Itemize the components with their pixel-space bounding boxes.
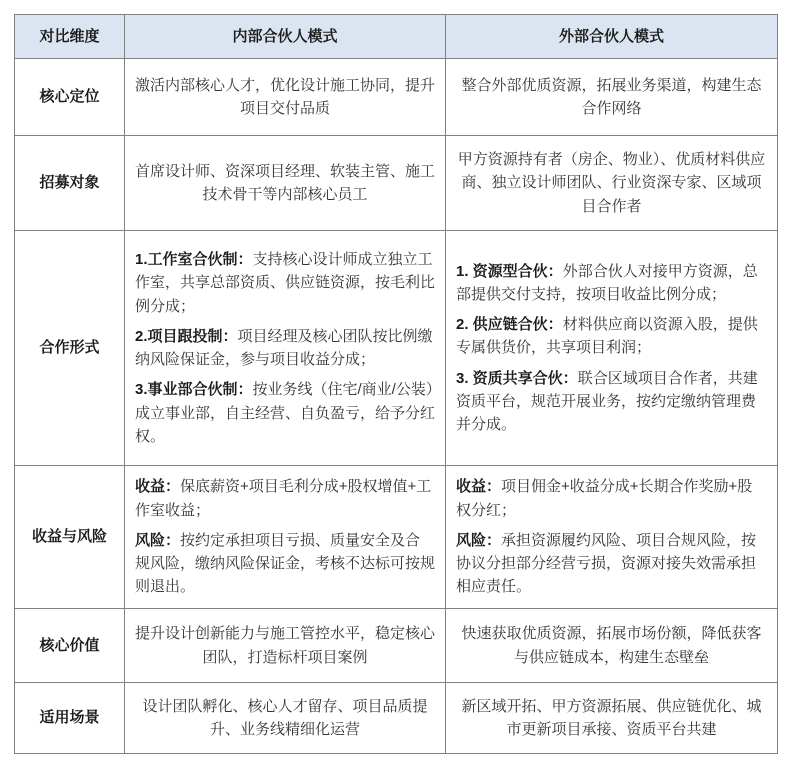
text-segment: 项目佣金+收益分成+长期合作奖励+股权分红； xyxy=(456,478,753,519)
cell-paragraph xyxy=(135,378,435,448)
text-segment: 快速获取优质资源，拓展市场份额，降低获客与供应链成本，构建生态壁垒 xyxy=(461,625,762,666)
cell-paragraph xyxy=(135,622,435,669)
text-segment: 新区域开拓、甲方资源拓展、供应链优化、城市更新项目承接、资质平台共建 xyxy=(461,697,762,738)
external-cell-recruitment-targets xyxy=(446,136,778,231)
bold-lead-label: 3. 资质共享合伙： xyxy=(456,369,578,387)
bold-lead-label: 收益： xyxy=(135,478,181,496)
table-row-returns-and-risks xyxy=(15,466,778,609)
cell-paragraph xyxy=(456,313,767,360)
text-segment: 首席设计师、资深项目经理、软装主管、施工技术骨干等内部核心员工 xyxy=(135,162,436,203)
external-cell-returns-and-risks xyxy=(446,466,778,609)
dimension-cell-applicable-scenarios: 适用场景 xyxy=(15,683,125,754)
cell-paragraph xyxy=(135,74,435,121)
bold-lead-label: 3.事业部合伙制： xyxy=(135,381,253,399)
bold-lead-label: 1. 资源型合伙： xyxy=(456,262,563,280)
external-cell-applicable-scenarios xyxy=(446,683,778,754)
cell-paragraph xyxy=(135,529,435,599)
cell-paragraph xyxy=(456,529,767,599)
table-row-applicable-scenarios xyxy=(15,683,778,754)
table-row-core-value xyxy=(15,609,778,683)
text-segment: 甲方资源持有者（房企、物业）、优质材料供应商、独立设计师团队、行业资深专家、区域项目合作者 xyxy=(457,151,766,215)
text-segment: 联合区域项目合作者，共建资质平台，规范开展业务，按约定缴纳管理费并分成。 xyxy=(456,369,758,434)
text-segment: 材料供应商以资源入股，提供专属供货价，共享项目利润； xyxy=(456,316,758,357)
dimension-cell-cooperation-forms: 合作形式 xyxy=(15,231,125,466)
header-cell-dimension: 对比维度 xyxy=(15,15,125,59)
internal-cell-cooperation-forms xyxy=(125,231,446,466)
text-segment: 设计团队孵化、核心人才留存、项目品质提升、业务线精细化运营 xyxy=(142,697,428,738)
cell-paragraph xyxy=(135,248,435,318)
external-cell-core-value xyxy=(446,609,778,683)
cell-paragraph xyxy=(456,260,767,307)
bold-lead-label: 收益： xyxy=(456,478,502,496)
table-row-recruitment-targets xyxy=(15,136,778,231)
external-cell-cooperation-forms xyxy=(446,231,778,466)
internal-cell-core-positioning xyxy=(125,59,446,136)
bold-lead-label: 风险： xyxy=(456,531,502,549)
internal-cell-recruitment-targets xyxy=(125,136,446,231)
table-row-core-positioning xyxy=(15,59,778,136)
cell-paragraph xyxy=(456,695,767,742)
dimension-cell-core-value: 核心价值 xyxy=(15,609,125,683)
external-cell-core-positioning xyxy=(446,59,778,136)
dimension-cell-recruitment-targets: 招募对象 xyxy=(15,136,125,231)
text-segment: 外部合伙人对接甲方资源，总部提供交付支持，按项目收益比例分成； xyxy=(456,262,758,303)
bold-lead-label: 风险： xyxy=(135,531,181,549)
cell-paragraph xyxy=(135,695,435,742)
text-segment: 项目经理及核心团队按比例缴纳风险保证金，参与项目收益分成； xyxy=(135,327,433,368)
text-segment: 激活内部核心人才，优化设计施工协同，提升项目交付品质 xyxy=(135,76,436,117)
text-segment: 承担资源履约风险、项目合规风险，按协议分担部分经营亏损，资源对接失效需承担相应责任。 xyxy=(456,531,757,596)
table-header xyxy=(15,15,778,59)
text-segment: 提升设计创新能力与施工管控水平，稳定核心团队，打造标杆项目案例 xyxy=(135,625,436,666)
cell-paragraph xyxy=(456,622,767,669)
comparison-table-body xyxy=(15,59,778,754)
internal-cell-applicable-scenarios xyxy=(125,683,446,754)
text-segment: 按业务线（住宅/商业/公装）成立事业部，自主经营、自负盈亏，给予分红权。 xyxy=(135,381,436,445)
cell-paragraph xyxy=(456,74,767,121)
dimension-cell-returns-and-risks: 收益与风险 xyxy=(15,466,125,609)
bold-lead-label: 2. 供应链合伙： xyxy=(456,316,563,334)
cell-paragraph xyxy=(135,325,435,372)
text-segment: 保底薪资+项目毛利分成+股权增值+工作室收益； xyxy=(135,478,432,519)
table-row-cooperation-forms xyxy=(15,231,778,466)
header-cell-external-model: 外部合伙人模式 xyxy=(446,15,778,59)
bold-lead-label: 1.工作室合伙制： xyxy=(135,251,253,268)
cell-paragraph xyxy=(135,160,435,207)
header-cell-internal-model: 内部合伙人模式 xyxy=(125,15,446,59)
internal-cell-core-value xyxy=(125,609,446,683)
text-segment: 按约定承担项目亏损、质量安全及合规风险，缴纳风险保证金，考核不达标可按规则退出。 xyxy=(135,531,436,596)
comparison-table xyxy=(14,14,778,754)
bold-lead-label: 2.项目跟投制： xyxy=(135,327,238,345)
header-row xyxy=(15,15,778,59)
cell-paragraph xyxy=(456,148,767,218)
dimension-cell-core-positioning: 核心定位 xyxy=(15,59,125,136)
text-segment: 支持核心设计师成立独立工作室，共享总部资质、供应链资源，按毛利比例分成； xyxy=(135,251,436,315)
cell-paragraph xyxy=(135,475,435,522)
cell-paragraph xyxy=(456,367,767,437)
cell-paragraph xyxy=(456,475,767,522)
partner-model-comparison xyxy=(14,14,778,754)
text-segment: 整合外部优质资源，拓展业务渠道，构建生态合作网络 xyxy=(461,76,762,117)
internal-cell-returns-and-risks xyxy=(125,466,446,609)
